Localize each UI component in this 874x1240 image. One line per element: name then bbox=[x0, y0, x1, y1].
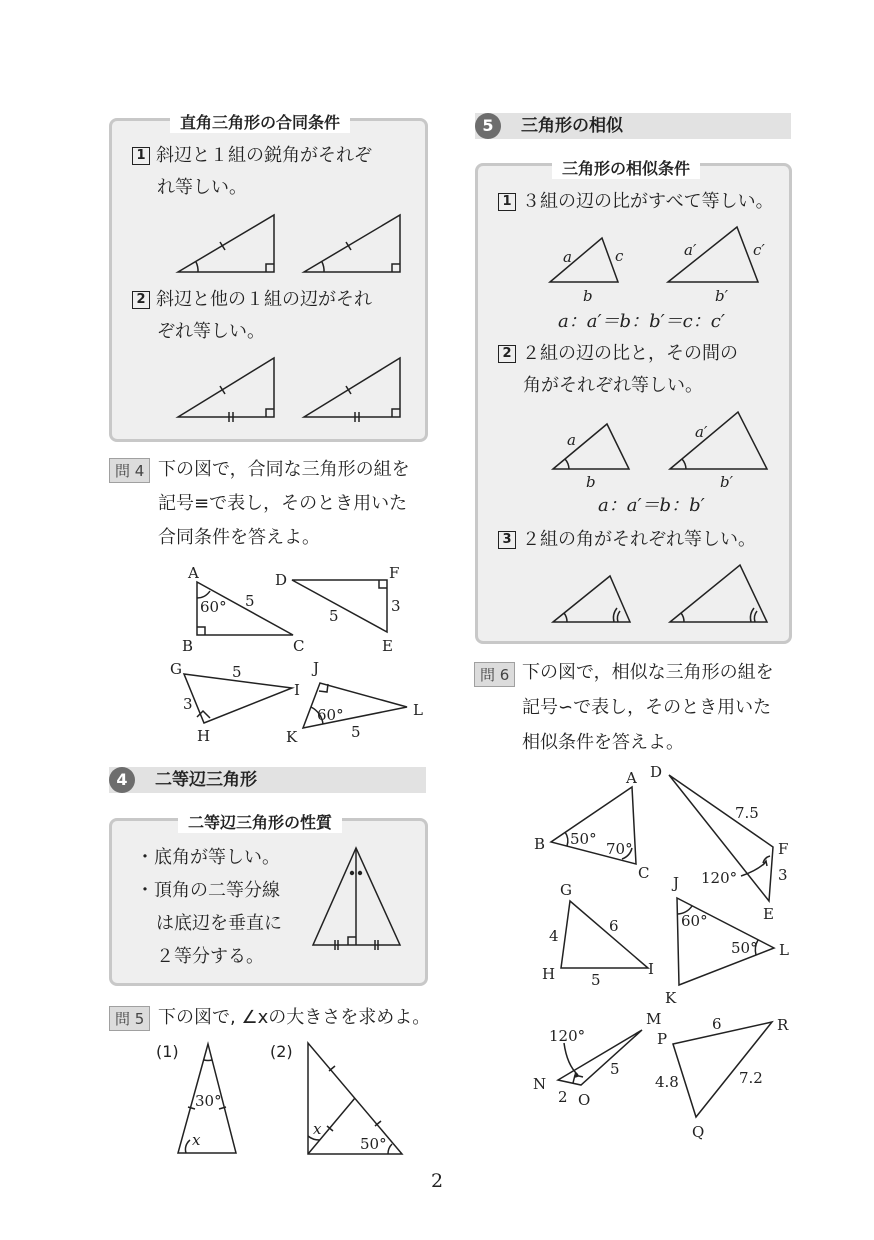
vertex-I: I bbox=[648, 960, 654, 978]
item-number: 2 bbox=[498, 345, 516, 363]
question-5-figure-1 bbox=[170, 1040, 250, 1165]
question-5-figure-2 bbox=[300, 1038, 410, 1163]
side-b: b bbox=[583, 287, 593, 305]
vertex-K: K bbox=[665, 989, 677, 1007]
isosceles-bullet-2: ・頂角の二等分線 bbox=[136, 880, 280, 901]
vertex-E: E bbox=[382, 637, 393, 655]
vertex-C: C bbox=[293, 637, 305, 655]
side-FE-label: 3 bbox=[778, 866, 788, 884]
item-number: 1 bbox=[498, 193, 516, 211]
isosceles-figure bbox=[305, 840, 415, 955]
q5-figure-1-label: (1) bbox=[156, 1042, 179, 1061]
question-6-figure bbox=[520, 760, 800, 1150]
isosceles-bullet-2-line3: ２等分する。 bbox=[156, 946, 264, 967]
side-b: b bbox=[586, 473, 596, 491]
item-text: ２組の角がそれぞれ等しい。 bbox=[522, 529, 756, 550]
angle-O-label: 120° bbox=[549, 1027, 586, 1045]
question-6-label: 問 6 bbox=[474, 662, 515, 687]
side-a: a bbox=[563, 248, 572, 266]
question-4-figure bbox=[160, 560, 440, 750]
angle-J-label: 60° bbox=[681, 912, 708, 930]
vertex-G: G bbox=[170, 660, 182, 678]
angle-B-label: 50° bbox=[570, 830, 597, 848]
vertex-F: F bbox=[778, 840, 789, 858]
q5-2-angle-label: 50° bbox=[360, 1135, 387, 1153]
vertex-L: L bbox=[413, 701, 423, 719]
similarity-formula-2: a：a′＝b：b′ bbox=[598, 495, 705, 516]
side-PQ-label: 4.8 bbox=[655, 1073, 679, 1091]
vertex-I: I bbox=[294, 681, 300, 699]
congruence-box-title: 直角三角形の合同条件 bbox=[170, 110, 350, 133]
section-number: 5 bbox=[475, 113, 501, 139]
section-5-header bbox=[475, 113, 791, 139]
vertex-R: R bbox=[777, 1016, 789, 1034]
question-5-label: 問 5 bbox=[109, 1006, 150, 1031]
side-NO-label: 2 bbox=[558, 1088, 568, 1106]
vertex-G: G bbox=[560, 881, 572, 899]
vertex-D: D bbox=[275, 571, 288, 589]
similarity-figure-1 bbox=[540, 222, 780, 307]
isosceles-box-title: 二等辺三角形の性質 bbox=[178, 810, 342, 833]
q5-figure-2-label: (2) bbox=[270, 1042, 293, 1061]
angle-C-label: 70° bbox=[606, 840, 633, 858]
vertex-A: A bbox=[188, 564, 199, 582]
vertex-B: B bbox=[182, 637, 194, 655]
congruence-figure-1 bbox=[170, 210, 420, 280]
side-OM-label: 5 bbox=[610, 1060, 620, 1078]
vertex-H: H bbox=[542, 965, 556, 983]
congruence-figure-2 bbox=[170, 353, 420, 423]
side-GH-label: 3 bbox=[183, 695, 193, 713]
item-number: 1 bbox=[132, 147, 150, 165]
angle-F-label: 120° bbox=[701, 869, 738, 887]
side-DE-label: 5 bbox=[329, 607, 339, 625]
side-a-prime: a′ bbox=[684, 241, 697, 259]
section-number: 4 bbox=[109, 767, 135, 793]
vertex-A: A bbox=[626, 769, 637, 787]
angle-A-label: 60° bbox=[200, 598, 227, 616]
question-6-text-line1: 下の図で，相似な三角形の組を bbox=[522, 662, 774, 683]
q5-1-angle-label: 30° bbox=[195, 1092, 222, 1110]
item-number: 2 bbox=[132, 291, 150, 309]
vertex-H: H bbox=[197, 727, 211, 745]
vertex-E: E bbox=[763, 905, 774, 923]
item-text: ２組の辺の比と，その間の bbox=[522, 343, 738, 364]
question-4-text-line3: 合同条件を答えよ。 bbox=[158, 527, 320, 548]
question-6-text-line3: 相似条件を答えよ。 bbox=[522, 732, 684, 753]
vertex-B: B bbox=[534, 835, 546, 853]
isosceles-bullet-1: ・底角が等しい。 bbox=[136, 847, 280, 868]
isosceles-bullet-2-line2: は底辺を垂直に bbox=[156, 913, 282, 934]
vertex-J: J bbox=[673, 874, 680, 892]
side-c-prime: c′ bbox=[753, 241, 765, 259]
congruence-item-1 bbox=[132, 140, 372, 171]
item-number: 3 bbox=[498, 531, 516, 549]
side-AC-label: 5 bbox=[245, 592, 255, 610]
question-4-label: 問 4 bbox=[109, 458, 150, 483]
similarity-box-title: 三角形の相似条件 bbox=[552, 156, 700, 179]
section-4-header bbox=[109, 767, 426, 793]
side-KL-label: 5 bbox=[351, 723, 361, 741]
similarity-item-2-line2: 角がそれぞれ等しい。 bbox=[523, 375, 703, 396]
congruence-item-1-line2: れ等しい。 bbox=[157, 177, 247, 198]
item-text: ３組の辺の比がすべて等しい。 bbox=[522, 191, 774, 212]
side-DF-label: 7.5 bbox=[735, 804, 759, 822]
similarity-item-1 bbox=[498, 186, 774, 217]
vertex-Q: Q bbox=[692, 1123, 705, 1141]
page-number: 2 bbox=[430, 1170, 444, 1192]
side-RQ-label: 7.2 bbox=[739, 1069, 763, 1087]
item-text: 斜辺と他の１組の辺がそれ bbox=[156, 289, 372, 310]
similarity-item-3 bbox=[498, 524, 756, 555]
side-b-prime: b′ bbox=[720, 473, 734, 491]
congruence-item-2 bbox=[132, 284, 372, 315]
vertex-O: O bbox=[578, 1091, 591, 1109]
vertex-M: M bbox=[646, 1010, 662, 1028]
angle-K-label: 60° bbox=[317, 706, 344, 724]
side-c: c bbox=[615, 247, 624, 265]
section-title: 二等辺三角形 bbox=[155, 770, 257, 790]
q5-1-variable: x bbox=[192, 1131, 201, 1149]
congruence-item-2-line2: ぞれ等しい。 bbox=[157, 321, 265, 342]
question-6-text-line2: 記号∽で表し，そのとき用いた bbox=[522, 697, 772, 718]
q5-2-variable: x bbox=[313, 1120, 322, 1138]
similarity-figure-2 bbox=[540, 412, 780, 492]
similarity-figure-3 bbox=[540, 562, 780, 632]
side-GI-label: 6 bbox=[609, 917, 619, 935]
side-FE-label: 3 bbox=[391, 597, 401, 615]
vertex-F: F bbox=[389, 564, 400, 582]
side-a-prime: a′ bbox=[695, 423, 708, 441]
question-4-text-line1: 下の図で，合同な三角形の組を bbox=[158, 459, 410, 480]
vertex-K: K bbox=[286, 728, 298, 746]
angle-L-label: 50° bbox=[731, 939, 758, 957]
vertex-C: C bbox=[638, 864, 650, 882]
similarity-item-2 bbox=[498, 338, 738, 369]
vertex-L: L bbox=[779, 941, 789, 959]
item-text: 斜辺と１組の鋭角がそれぞ bbox=[156, 145, 372, 166]
side-b-prime: b′ bbox=[715, 287, 729, 305]
side-HI-label: 5 bbox=[591, 971, 601, 989]
question-5-text: 下の図で, ∠xの大きさを求めよ。 bbox=[158, 1007, 431, 1028]
vertex-P: P bbox=[657, 1030, 668, 1048]
vertex-D: D bbox=[650, 763, 663, 781]
vertex-J: J bbox=[313, 659, 320, 677]
question-4-text-line2: 記号≡で表し，そのとき用いた bbox=[158, 493, 408, 514]
vertex-N: N bbox=[533, 1075, 547, 1093]
section-title: 三角形の相似 bbox=[521, 116, 623, 136]
similarity-formula-1: a：a′＝b：b′＝c：c′ bbox=[558, 311, 725, 332]
side-GH-label: 4 bbox=[549, 927, 559, 945]
side-GI-label: 5 bbox=[232, 663, 242, 681]
side-PR-label: 6 bbox=[712, 1015, 722, 1033]
side-a: a bbox=[567, 431, 576, 449]
